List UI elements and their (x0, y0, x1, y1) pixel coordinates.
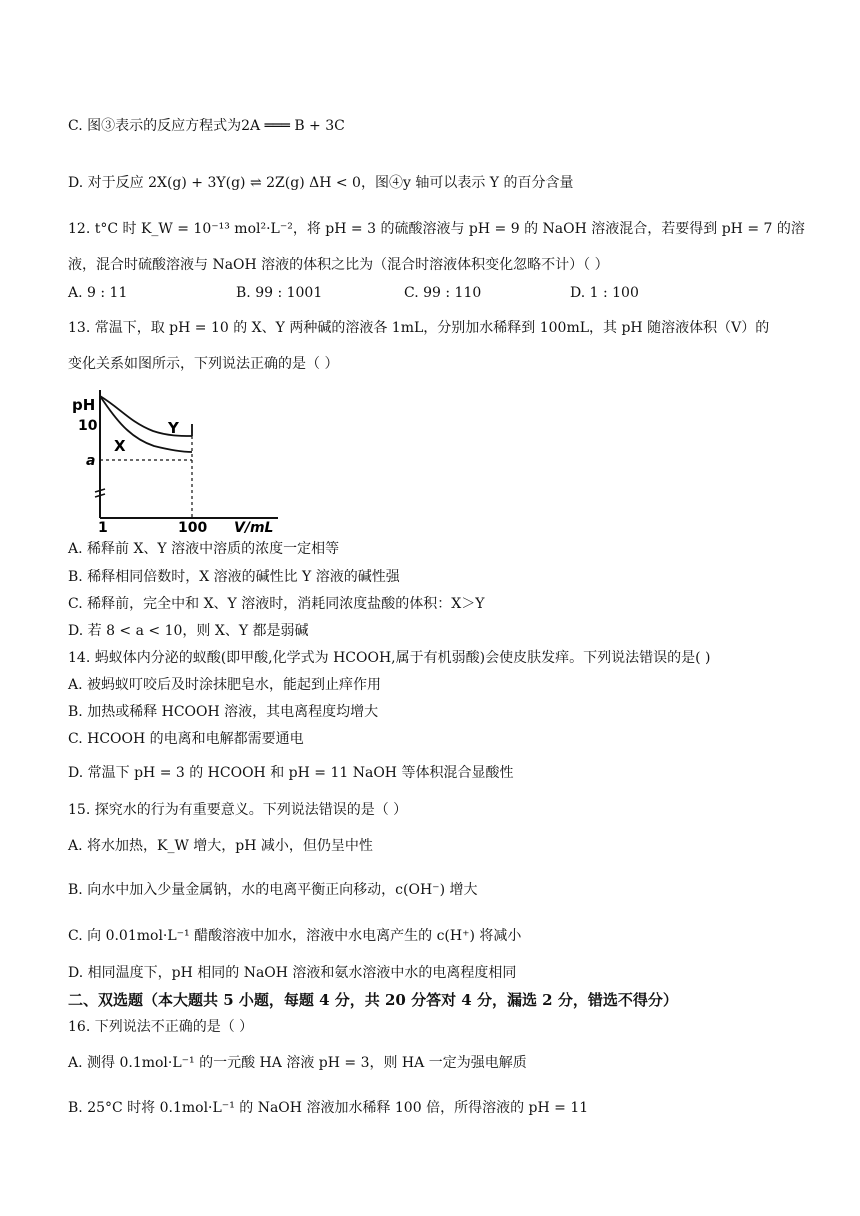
q15-stem: 15. 探究水的行为有重要意义。下列说法错误的是（ ） (68, 802, 408, 818)
q14-stem: 14. 蚂蚁体内分泌的蚁酸(即甲酸,化学式为 HCOOH,属于有机弱酸)会使皮肤发痒。下列说法错误的是( ) (68, 650, 711, 666)
ph-dilution-graph (68, 388, 283, 533)
q13-option-a: A. 稀释前 X、Y 溶液中溶质的浓度一定相等 (68, 541, 340, 557)
q13-stem-line1: 13. 常温下，取 pH = 10 的 X、Y 两种碱的溶液各 1mL，分别加水稀释到 100mL，其 pH 随溶液体积（V）的 (68, 320, 770, 336)
q16-option-a: A. 测得 0.1mol·L⁻¹ 的一元酸 HA 溶液 pH = 3，则 HA 一定为强电解质 (68, 1055, 527, 1071)
q14-option-b: B. 加热或稀释 HCOOH 溶液，其电离程度均增大 (68, 704, 379, 720)
q15-option-b: B. 向水中加入少量金属钠，水的电离平衡正向移动，c(OH⁻) 增大 (68, 882, 478, 898)
y-tick-10: 10 (78, 418, 98, 434)
x-tick-100: 100 (178, 520, 208, 533)
y-axis-label: pH (72, 396, 96, 414)
q11-option-c: C. 图③表示的反应方程式为2A ═══ B + 3C (68, 118, 345, 134)
q11-option-d: D. 对于反应 2X(g) + 3Y(g) ⇌ 2Z(g) ΔH < 0，图④y 轴可以表示 Y 的百分含量 (68, 175, 574, 191)
q13-option-d: D. 若 8 < a < 10，则 X、Y 都是弱碱 (68, 623, 309, 639)
q15-option-a: A. 将水加热，K_W 增大，pH 减小，但仍呈中性 (68, 838, 373, 854)
q12-option-a: A. 9 : 11 (68, 285, 128, 301)
q14-option-d: D. 常温下 pH = 3 的 HCOOH 和 pH = 11 NaOH 等体积混合显酸性 (68, 765, 514, 781)
x-axis-label: V/mL (234, 520, 274, 533)
curve-x-label: X (114, 437, 126, 455)
q12-stem-line1: 12. t°C 时 K_W = 10⁻¹³ mol²·L⁻²，将 pH = 3 的硫酸溶液与 pH = 9 的 NaOH 溶液混合，若要得到 pH = 7 的溶 (68, 221, 805, 237)
q16-option-b: B. 25°C 时将 0.1mol·L⁻¹ 的 NaOH 溶液加水稀释 100 倍，所得溶液的 pH = 11 (68, 1100, 589, 1116)
x-tick-1: 1 (98, 520, 108, 533)
q12-option-b: B. 99 : 1001 (236, 285, 323, 301)
q13-stem-line2: 变化关系如图所示，下列说法正确的是（ ） (68, 356, 339, 372)
q12-stem-line2: 液，混合时硫酸溶液与 NaOH 溶液的体积之比为（混合时溶液体积变化忽略不计）（ ） (68, 257, 609, 273)
q14-option-c: C. HCOOH 的电离和电解都需要通电 (68, 731, 304, 747)
q14-option-a: A. 被蚂蚁叮咬后及时涂抹肥皂水，能起到止痒作用 (68, 677, 382, 693)
q15-option-d: D. 相同温度下，pH 相同的 NaOH 溶液和氨水溶液中水的电离程度相同 (68, 965, 517, 981)
y-tick-a: a (86, 453, 96, 469)
q13-option-c: C. 稀释前，完全中和 X、Y 溶液时，消耗同浓度盐酸的体积：X＞Y (68, 596, 485, 612)
q13-option-b: B. 稀释相同倍数时，X 溶液的碱性比 Y 溶液的碱性强 (68, 569, 400, 585)
q12-option-c: C. 99 : 110 (404, 285, 482, 301)
q12-option-d: D. 1 : 100 (570, 285, 639, 301)
q15-option-c: C. 向 0.01mol·L⁻¹ 醋酸溶液中加水，溶液中水电离产生的 c(H⁺) 将减小 (68, 928, 522, 944)
curve-y-label: Y (168, 419, 179, 437)
q16-stem: 16. 下列说法不正确的是（ ） (68, 1019, 254, 1035)
section-2-title: 二、双选题（本大题共 5 小题，每题 4 分，共 20 分答对 4 分，漏选 2 分，错选不得分） (68, 991, 678, 1009)
